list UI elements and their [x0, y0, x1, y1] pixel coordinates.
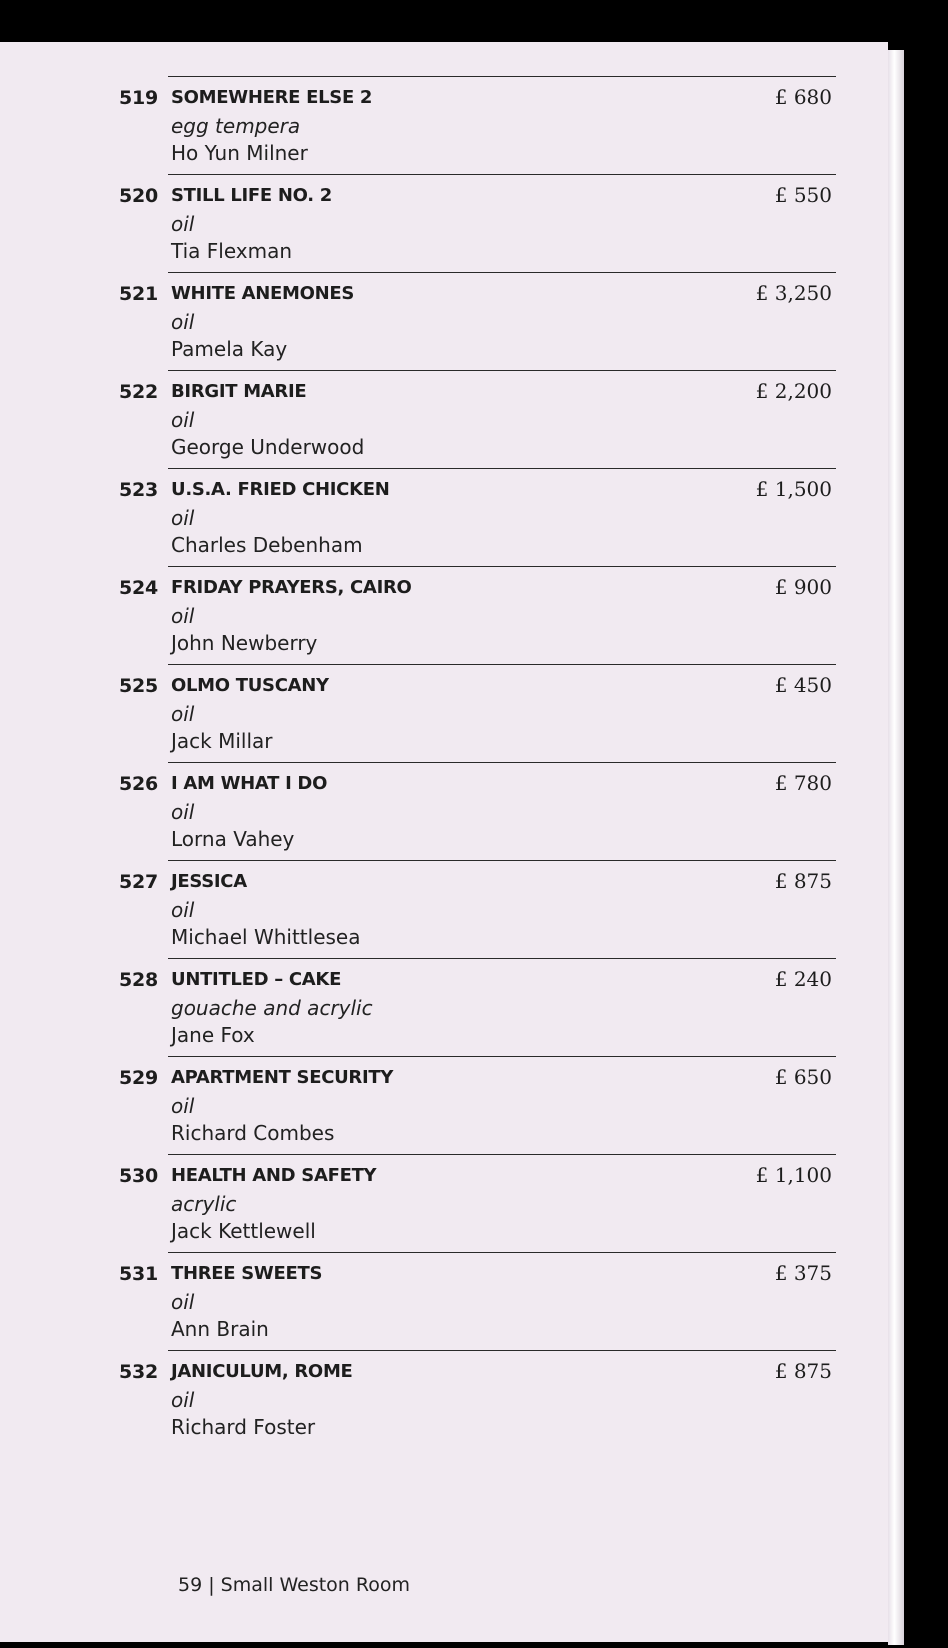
catalogue-entry [0, 76, 888, 174]
entry-price: £ 900 [774, 575, 832, 599]
page-edge [888, 50, 904, 1645]
entry-divider [168, 174, 836, 175]
entry-artist: John Newberry [171, 631, 318, 655]
entry-title: UNTITLED – CAKE [171, 969, 342, 990]
entry-number: 520 [118, 185, 158, 207]
entry-artist: Tia Flexman [171, 239, 293, 263]
entry-medium: oil [171, 506, 195, 530]
entry-price: £ 1,500 [755, 477, 832, 501]
entry-divider [168, 566, 836, 567]
entry-number: 523 [118, 479, 158, 501]
catalogue-entry [0, 272, 888, 370]
catalogue-entry [0, 1350, 888, 1448]
entry-number: 522 [118, 381, 158, 403]
entry-medium: oil [171, 604, 195, 628]
entry-divider [168, 1154, 836, 1155]
entry-title: HEALTH AND SAFETY [171, 1165, 377, 1186]
entry-price: £ 650 [774, 1065, 832, 1089]
entry-medium: oil [171, 702, 195, 726]
entry-price: £ 2,200 [755, 379, 832, 403]
entry-divider [168, 860, 836, 861]
catalogue-entry [0, 762, 888, 860]
entry-number: 525 [118, 675, 158, 697]
entry-artist: Ho Yun Milner [171, 141, 308, 165]
catalogue-entry [0, 1056, 888, 1154]
entry-artist: Richard Combes [171, 1121, 335, 1145]
entry-title: I AM WHAT I DO [171, 773, 328, 794]
entry-number: 526 [118, 773, 158, 795]
entry-medium: gouache and acrylic [171, 996, 373, 1020]
entry-price: £ 450 [774, 673, 832, 697]
entry-artist: Charles Debenham [171, 533, 363, 557]
entry-number: 527 [118, 871, 158, 893]
entry-artist: Michael Whittlesea [171, 925, 361, 949]
entry-divider [168, 762, 836, 763]
entry-number: 521 [118, 283, 158, 305]
entry-title: SOMEWHERE ELSE 2 [171, 87, 373, 108]
entry-price: £ 375 [774, 1261, 832, 1285]
entry-title: U.S.A. FRIED CHICKEN [171, 479, 390, 500]
entry-divider [168, 1252, 836, 1253]
entry-price: £ 680 [774, 85, 832, 109]
catalogue-entry [0, 860, 888, 958]
entry-number: 528 [118, 969, 158, 991]
entry-artist: Jane Fox [171, 1023, 255, 1047]
entry-number: 532 [118, 1361, 158, 1383]
entry-medium: oil [171, 1388, 195, 1412]
entry-title: WHITE ANEMONES [171, 283, 355, 304]
catalogue-entry [0, 174, 888, 272]
entry-title: APARTMENT SECURITY [171, 1067, 394, 1088]
entry-medium: oil [171, 898, 195, 922]
entry-divider [168, 958, 836, 959]
catalogue-entry [0, 1252, 888, 1350]
entry-artist: Pamela Kay [171, 337, 288, 361]
entry-title: THREE SWEETS [171, 1263, 323, 1284]
entry-medium: acrylic [171, 1192, 237, 1216]
entry-divider [168, 664, 836, 665]
catalogue-entry [0, 468, 888, 566]
entry-medium: oil [171, 1290, 195, 1314]
entry-medium: oil [171, 408, 195, 432]
entry-price: £ 550 [774, 183, 832, 207]
entry-artist: George Underwood [171, 435, 365, 459]
catalogue-page [0, 42, 888, 1642]
entry-divider [168, 1056, 836, 1057]
entry-price: £ 3,250 [755, 281, 832, 305]
entry-list [0, 76, 888, 1448]
entry-number: 519 [118, 87, 158, 109]
entry-artist: Jack Kettlewell [171, 1219, 316, 1243]
entry-number: 524 [118, 577, 158, 599]
entry-divider [168, 272, 836, 273]
catalogue-entry [0, 958, 888, 1056]
entry-price: £ 1,100 [755, 1163, 832, 1187]
entry-medium: oil [171, 310, 195, 334]
entry-title: OLMO TUSCANY [171, 675, 329, 696]
entry-medium: oil [171, 212, 195, 236]
entry-divider [168, 468, 836, 469]
entry-artist: Richard Foster [171, 1415, 316, 1439]
entry-medium: oil [171, 800, 195, 824]
entry-artist: Ann Brain [171, 1317, 269, 1341]
catalogue-entry [0, 370, 888, 468]
entry-price: £ 875 [774, 1359, 832, 1383]
catalogue-entry [0, 664, 888, 762]
entry-divider [168, 370, 836, 371]
page-footer: 59 | Small Weston Room [178, 1574, 410, 1596]
entry-title: STILL LIFE NO. 2 [171, 185, 332, 206]
entry-medium: oil [171, 1094, 195, 1118]
entry-artist: Jack Millar [171, 729, 273, 753]
entry-price: £ 780 [774, 771, 832, 795]
entry-medium: egg tempera [171, 114, 301, 138]
entry-price: £ 240 [774, 967, 832, 991]
entry-title: JANICULUM, ROME [171, 1361, 353, 1382]
entry-divider [168, 1350, 836, 1351]
entry-price: £ 875 [774, 869, 832, 893]
entry-artist: Lorna Vahey [171, 827, 295, 851]
catalogue-entry [0, 566, 888, 664]
entry-number: 531 [118, 1263, 158, 1285]
entry-divider [168, 76, 836, 77]
entry-title: BIRGIT MARIE [171, 381, 307, 402]
catalogue-entry [0, 1154, 888, 1252]
entry-number: 529 [118, 1067, 158, 1089]
entry-title: FRIDAY PRAYERS, CAIRO [171, 577, 412, 598]
entry-title: JESSICA [171, 871, 247, 892]
entry-number: 530 [118, 1165, 158, 1187]
